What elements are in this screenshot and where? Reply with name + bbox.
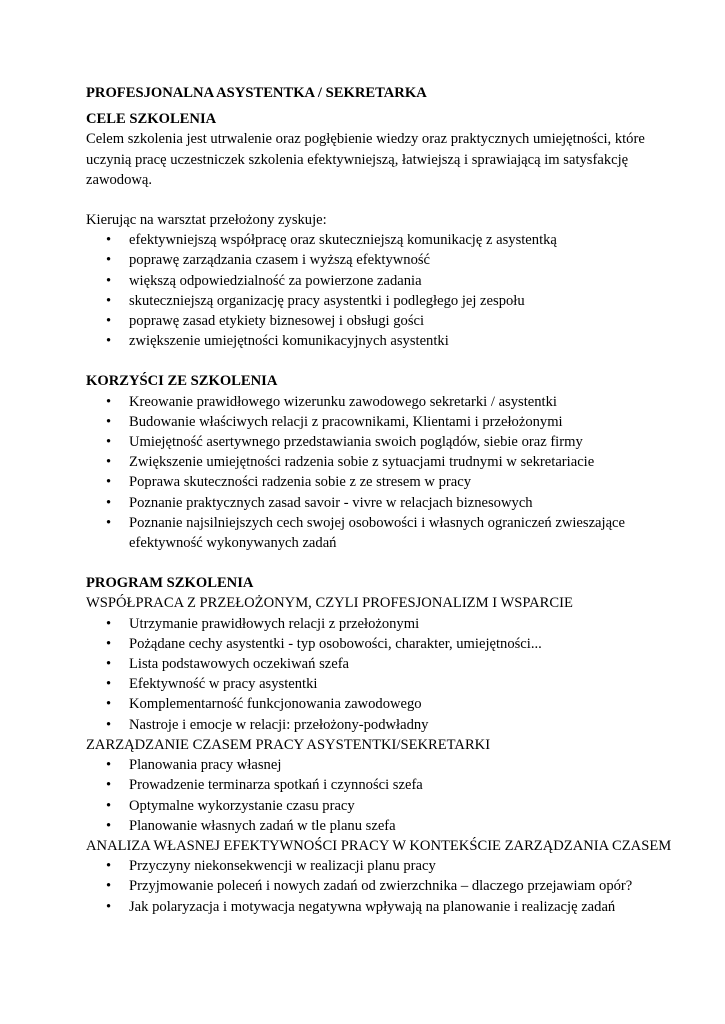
korzysci-list — [86, 392, 685, 554]
bullet-icon: • — [106, 272, 112, 289]
list-item: • Poznanie praktycznych zasad savoir - vivre w relacjach biznesowych — [86, 493, 685, 513]
bullet-icon: • — [106, 252, 112, 269]
bullet-icon: • — [106, 413, 112, 430]
bullet-icon: • — [106, 696, 112, 713]
list-item: • skuteczniejszą organizację pracy asystentki i podległego jej zespołu — [86, 291, 685, 311]
bullet-icon: • — [106, 635, 112, 652]
bullet-icon: • — [106, 898, 112, 915]
bullet-icon: • — [106, 817, 112, 834]
list-item: • Optymalne wykorzystanie czasu pracy — [86, 796, 685, 816]
bullet-icon: • — [106, 878, 112, 895]
cele-list — [86, 230, 685, 351]
bullet-icon: • — [106, 777, 112, 794]
bullet-icon: • — [106, 858, 112, 875]
program-section-title: ZARZĄDZANIE CZASEM PRACY ASYSTENTKI/SEKRETARKI — [86, 736, 491, 753]
list-item: • Lista podstawowych oczekiwań szefa — [86, 654, 685, 674]
list-item: • poprawę zasad etykiety biznesowej i obsługi gości — [86, 311, 685, 331]
bullet-icon: • — [106, 292, 112, 309]
list-item: • większą odpowiedzialność za powierzone zadania — [86, 271, 685, 291]
list-item: • Prowadzenie terminarza spotkań i czynności szefa — [86, 775, 685, 795]
bullet-icon: • — [106, 232, 112, 249]
list-item: • Przyczyny niekonsekwencji w realizacji planu pracy — [86, 856, 685, 876]
list-item: • Poprawa skuteczności radzenia sobie z ze stresem w pracy — [86, 472, 685, 492]
list-item: • efektywniejszą współpracę oraz skuteczniejszą komunikację z asystentką — [86, 230, 685, 250]
bullet-icon: • — [106, 454, 112, 471]
cele-intro: Celem szkolenia jest utrwalenie oraz pogłębienie wiedzy oraz praktycznych umiejętności, które uczynią pracę uczestniczek szkolenia efektywniejszą, łatwiejszą i sprawiającą im satysfakcję zawodową. — [86, 131, 645, 188]
bullet-icon: • — [106, 797, 112, 814]
list-item: • Pożądane cechy asystentki - typ osobowości, charakter, umiejętności... — [86, 634, 685, 654]
bullet-icon: • — [106, 313, 112, 330]
list-item: • zwiększenie umiejętności komunikacyjnych asystentki — [86, 331, 685, 351]
program-heading: PROGRAM SZKOLENIA — [86, 575, 254, 592]
bullet-icon: • — [106, 676, 112, 693]
bullet-icon: • — [106, 393, 112, 410]
list-item: • Poznanie najsilniejszych cech swojej osobowości i własnych ograniczeń zwieszające efektywność wykonywanych zadań — [106, 514, 626, 552]
cele-heading: CELE SZKOLENIA — [86, 111, 217, 128]
document-title: PROFESJONALNA ASYSTENTKA / SEKRETARKA — [86, 85, 427, 101]
bullet-icon: • — [106, 474, 112, 491]
list-item: • Jak polaryzacja i motywacja negatywna wpływają na planowanie i realizację zadań — [86, 897, 685, 917]
list-item: • Efektywność w pracy asystentki — [86, 674, 685, 694]
cele-lead: Kierując na warsztat przełożony zyskuje: — [86, 212, 327, 229]
list-item: • Budowanie właściwych relacji z pracownikami, Klientami i przełożonymi — [86, 412, 685, 432]
list-item: • Planowanie własnych zadań w tle planu szefa — [86, 816, 685, 836]
bullet-icon: • — [106, 757, 112, 774]
program-section-list — [86, 614, 685, 735]
bullet-icon: • — [106, 716, 112, 733]
bullet-icon: • — [106, 656, 112, 673]
bullet-icon: • — [106, 434, 112, 451]
list-item: • Kreowanie prawidłowego wizerunku zawodowego sekretarki / asystentki — [86, 392, 685, 412]
list-item: • Komplementarność funkcjonowania zawodowego — [86, 694, 685, 714]
bullet-icon: • — [106, 514, 112, 531]
bullet-icon: • — [106, 494, 112, 511]
bullet-icon: • — [106, 615, 112, 632]
program-section-list — [86, 856, 685, 917]
list-item: • Planowania pracy własnej — [86, 755, 685, 775]
korzysci-heading: KORZYŚCI ZE SZKOLENIA — [86, 373, 278, 390]
list-item: • Zwiększenie umiejętności radzenia sobie z sytuacjami trudnymi w sekretariacie — [86, 452, 685, 472]
list-item: • Umiejętność asertywnego przedstawiania swoich poglądów, siebie oraz firmy — [86, 432, 685, 452]
program-section-title: ANALIZA WŁASNEJ EFEKTYWNOŚCI PRACY W KONTEKŚCIE ZARZĄDZANIA CZASEM — [86, 837, 672, 854]
list-item: • Nastroje i emocje w relacji: przełożony-podwładny — [86, 715, 685, 735]
list-item: • poprawę zarządzania czasem i wyższą efektywność — [86, 250, 685, 270]
list-item: • Utrzymanie prawidłowych relacji z przełożonymi — [86, 614, 685, 634]
program-section-list — [86, 755, 685, 836]
bullet-icon: • — [106, 333, 112, 350]
list-item: • Przyjmowanie poleceń i nowych zadań od zwierzchnika – dlaczego przejawiam opór? — [86, 876, 685, 896]
program-section-title: WSPÓŁPRACA Z PRZEŁOŻONYM, CZYLI PROFESJONALIZM I WSPARCIE — [86, 595, 573, 612]
